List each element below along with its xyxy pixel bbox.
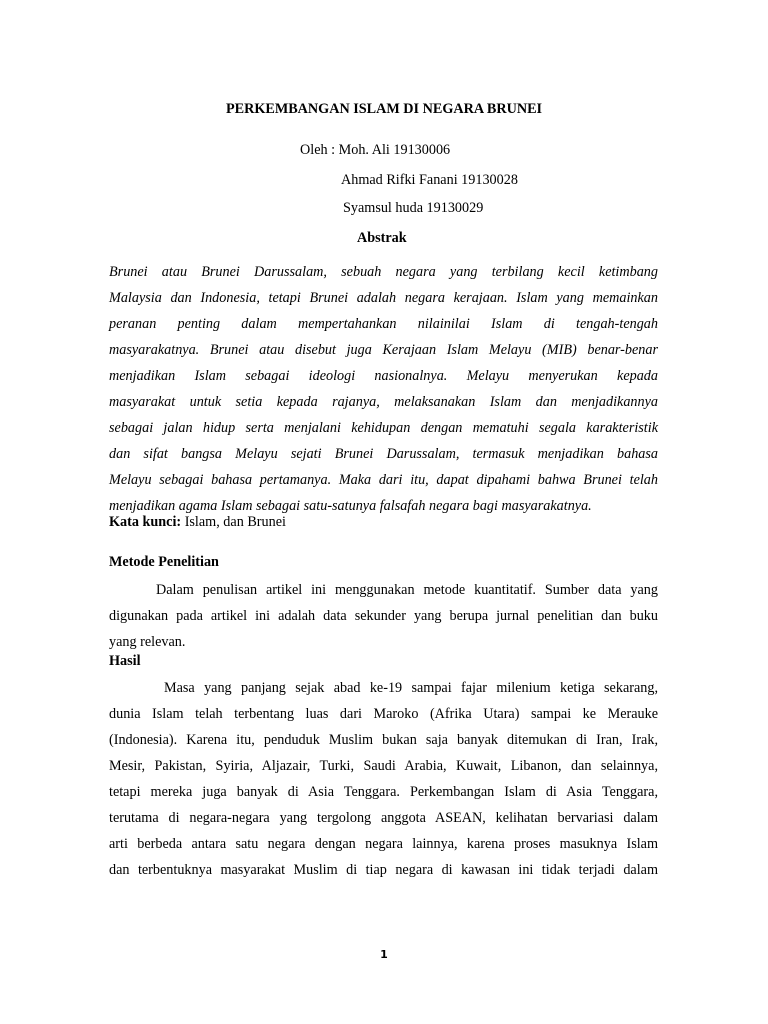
abstract-paragraph [109,259,658,519]
abstract-line: Brunei atau Brunei Darussalam, sebuah negara yang terbilang kecil ketimbang [109,264,658,280]
author-line-2: Ahmad Rifki Fanani 19130028 [341,172,518,188]
results-line: (Indonesia). Karena itu, penduduk Muslim bukan saja banyak ditemukan di Iran, Irak, [109,732,658,748]
page-number: 1 [380,948,388,961]
author-line-3: Syamsul huda 19130029 [343,200,484,216]
document-title: PERKEMBANGAN ISLAM DI NEGARA BRUNEI [225,101,543,117]
results-paragraph [109,675,658,883]
results-line: dan terbentuknya masyarakat Muslim di tiap negara di kawasan ini tidak terjadi dalam [109,862,658,878]
method-line: yang relevan. [109,634,186,650]
abstract-heading: Abstrak [357,230,407,246]
keywords [109,514,286,531]
abstract-line: Malaysia dan Indonesia, tetapi Brunei adalah negara kerajaan. Islam yang memainkan [109,290,658,306]
abstract-line: menjadikan Islam sebagai ideologi nasionalnya. Melayu menyerukan kepada [109,368,658,384]
abstract-line: dan sifat bangsa Melayu sejati Brunei Darussalam, termasuk menjadikan bahasa [109,446,658,462]
results-heading: Hasil [109,653,141,669]
results-line: terutama di negara-negara yang tergolong anggota ASEAN, kelihatan bervariasi dalam [109,810,658,826]
author-line-1: Oleh : Moh. Ali 19130006 [300,142,451,158]
results-line: dunia Islam telah terbentang luas dari Maroko (Afrika Utara) sampai ke Merauke [109,706,658,722]
abstract-line: sebagai jalan hidup serta menjalani kehidupan dengan mematuhi segala karakteristik [109,420,658,436]
results-line: Masa yang panjang sejak abad ke-19 sampai fajar milenium ketiga sekarang, [164,680,658,696]
method-line: digunakan pada artikel ini adalah data sekunder yang berupa jurnal penelitian dan buku [109,608,658,624]
results-line: arti berbeda antara satu negara dengan negara lainnya, karena proses masuknya Islam [109,836,658,852]
abstract-line: menjadikan agama Islam sebagai satu-satunya falsafah negara bagi masyarakatnya. [109,498,592,514]
method-paragraph [109,577,658,655]
method-line: Dalam penulisan artikel ini menggunakan metode kuantitatif. Sumber data yang [156,582,658,598]
keywords-value: Islam, dan Brunei [181,514,286,530]
abstract-line: Melayu sebagai bahasa pertamanya. Maka dari itu, dapat dipahami bahwa Brunei telah [109,472,658,488]
abstract-line: peranan penting dalam mempertahankan nilainilai Islam di tengah-tengah [109,316,658,332]
keywords-label: Kata kunci: [109,514,182,530]
abstract-line: masyarakatnya. Brunei atau disebut juga Kerajaan Islam Melayu (MIB) benar-benar [109,342,658,358]
results-line: Mesir, Pakistan, Syiria, Aljazair, Turki, Saudi Arabia, Kuwait, Libanon, dan selainnya, [109,758,658,774]
abstract-line: masyarakat untuk setia kepada rajanya, melaksanakan Islam dan menjadikannya [109,394,658,410]
method-heading: Metode Penelitian [109,554,219,570]
results-line: tetapi mereka juga banyak di Asia Tenggara. Perkembangan Islam di Asia Tenggara, [109,784,658,800]
